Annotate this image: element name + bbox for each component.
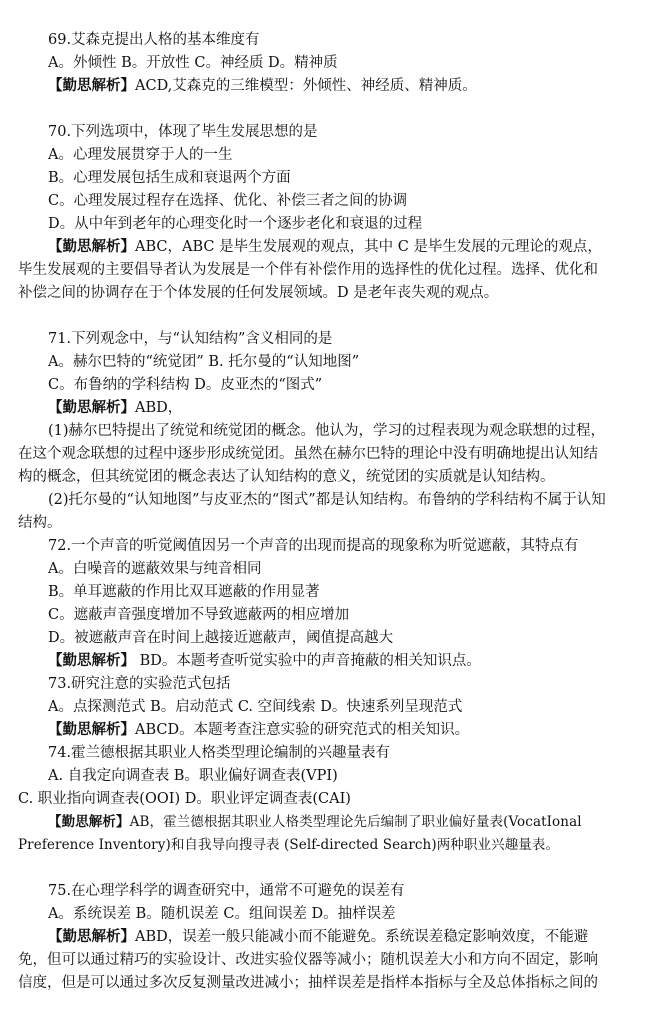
q69-stem: 69.艾森克提出人格的基本维度有 xyxy=(48,32,260,48)
q75-options: A。系统误差 B。随机误差 C。组间误差 D。抽样误差 xyxy=(48,906,396,922)
q75-stem: 75.在心理学科学的调查研究中，通常不可避免的误差有 xyxy=(48,883,405,899)
q74-options-ab: A. 自我定向调查表 B。职业偏好调查表(VPI) xyxy=(48,768,338,784)
q73-options: A。点探测范式 B。启动范式 C. 空间线索 D。快速系列呈现范式 xyxy=(48,699,463,715)
q70-analysis-line: 补偿之间的协调存在于个体发展的任何发展领域。D 是老年丧失观的观点。 xyxy=(18,285,499,301)
q75-analysis: 【勤思解析】ABD，误差一般只能减小而不能避免。系统误差稳定影响效度，不能避 xyxy=(48,928,589,945)
q74-analysis: 【勤思解析】AB，霍兰德根据其职业人格类型理论先后编制了职业偏好量表(VocatIonal xyxy=(48,814,582,830)
q71-analysis-line: 结构。 xyxy=(18,515,62,531)
q70-option-a: A。心理发展贯穿于人的一生 xyxy=(48,147,233,163)
q71-analysis-point-1: (1)赫尔巴特提出了统觉和统觉团的概念。他认为，学习的过程表现为观念联想的过程， xyxy=(48,423,606,439)
q74-stem: 74.霍兰德根据其职业人格类型理论编制的兴趣量表有 xyxy=(48,745,391,761)
q75-analysis-line: 免，但可以通过精巧的实验设计、改进实验仪器等减小；随机误差大小和方向不固定，影响 xyxy=(18,952,598,968)
q73-stem: 73.研究注意的实验范式包括 xyxy=(48,676,231,692)
q72-analysis: 【勤思解析】 BD。本题考查听觉实验中的声音掩蔽的相关知识点。 xyxy=(48,652,481,669)
q69-options: A。外倾性 B。开放性 C。神经质 D。精神质 xyxy=(48,55,338,71)
q71-options-ab: A。赫尔巴特的“统觉团” B. 托尔曼的“认知地图” xyxy=(48,354,360,370)
q70-option-b: B。心理发展包括生成和衰退两个方面 xyxy=(48,170,291,186)
q71-analysis-point-2: (2)托尔曼的“认知地图”与皮亚杰的“图式”都是认知结构。布鲁纳的学科结构不属于认知 xyxy=(48,492,606,508)
q72-stem: 72.一个声音的听觉阈值因另一个声音的出现而提高的现象称为听觉遮蔽，其特点有 xyxy=(48,538,579,554)
q72-option-d: D。被遮蔽声音在时间上越接近遮蔽声，阈值提高越大 xyxy=(48,630,394,646)
q71-analysis: 【勤思解析】ABD， xyxy=(48,399,183,416)
q74-analysis-line: Preference Inventory)和自我导向搜寻表 (Self-directed Search)两种职业兴趣量表。 xyxy=(18,837,560,853)
q74-options-cd: C. 职业指向调查表(OOI) D。职业评定调查表(CAI) xyxy=(18,791,351,807)
q71-analysis-line: 构的概念，但其统觉团的概念表达了认知结构的意义，统觉团的实质就是认知结构。 xyxy=(18,469,555,485)
q70-option-c: C。心理发展过程存在选择、优化、补偿三者之间的协调 xyxy=(48,193,408,209)
q72-option-a: A。白噪音的遮蔽效果与纯音相同 xyxy=(48,561,262,577)
q70-analysis-line: 毕生发展观的主要倡导者认为发展是一个伴有补偿作用的选择性的优化过程。选择、优化和 xyxy=(18,262,598,278)
q71-options-cd: C。布鲁纳的学科结构 D。皮亚杰的“图式” xyxy=(48,377,323,393)
q70-option-d: D。从中年到老年的心理变化时一个逐步老化和衰退的过程 xyxy=(48,216,423,232)
q69-analysis: 【勤思解析】ACD,艾森克的三维模型：外倾性、神经质、精神质。 xyxy=(48,77,477,94)
q70-stem: 70.下列选项中，体现了毕生发展思想的是 xyxy=(48,124,318,140)
q72-option-b: B。单耳遮蔽的作用比双耳遮蔽的作用显著 xyxy=(48,584,320,600)
q70-analysis: 【勤思解析】ABC，ABC 是毕生发展观的观点，其中 C 是毕生发展的元理论的观点， xyxy=(48,238,602,255)
q72-option-c: C。遮蔽声音强度增加不导致遮蔽两的相应增加 xyxy=(48,607,350,623)
q75-analysis-line: 信度，但是可以通过多次反复测量改进减小；抽样误差是指样本指标与全及总体指标之间的 xyxy=(18,975,598,991)
q71-analysis-line: 在这个观念联想的过程中逐步形成统觉团。虽然在赫尔巴特的理论中没有明确地提出认知结 xyxy=(18,446,598,462)
q71-stem: 71.下列观念中，与“认知结构”含义相同的是 xyxy=(48,331,333,347)
q73-analysis: 【勤思解析】ABCD。本题考查注意实验的研究范式的相关知识。 xyxy=(48,721,470,738)
